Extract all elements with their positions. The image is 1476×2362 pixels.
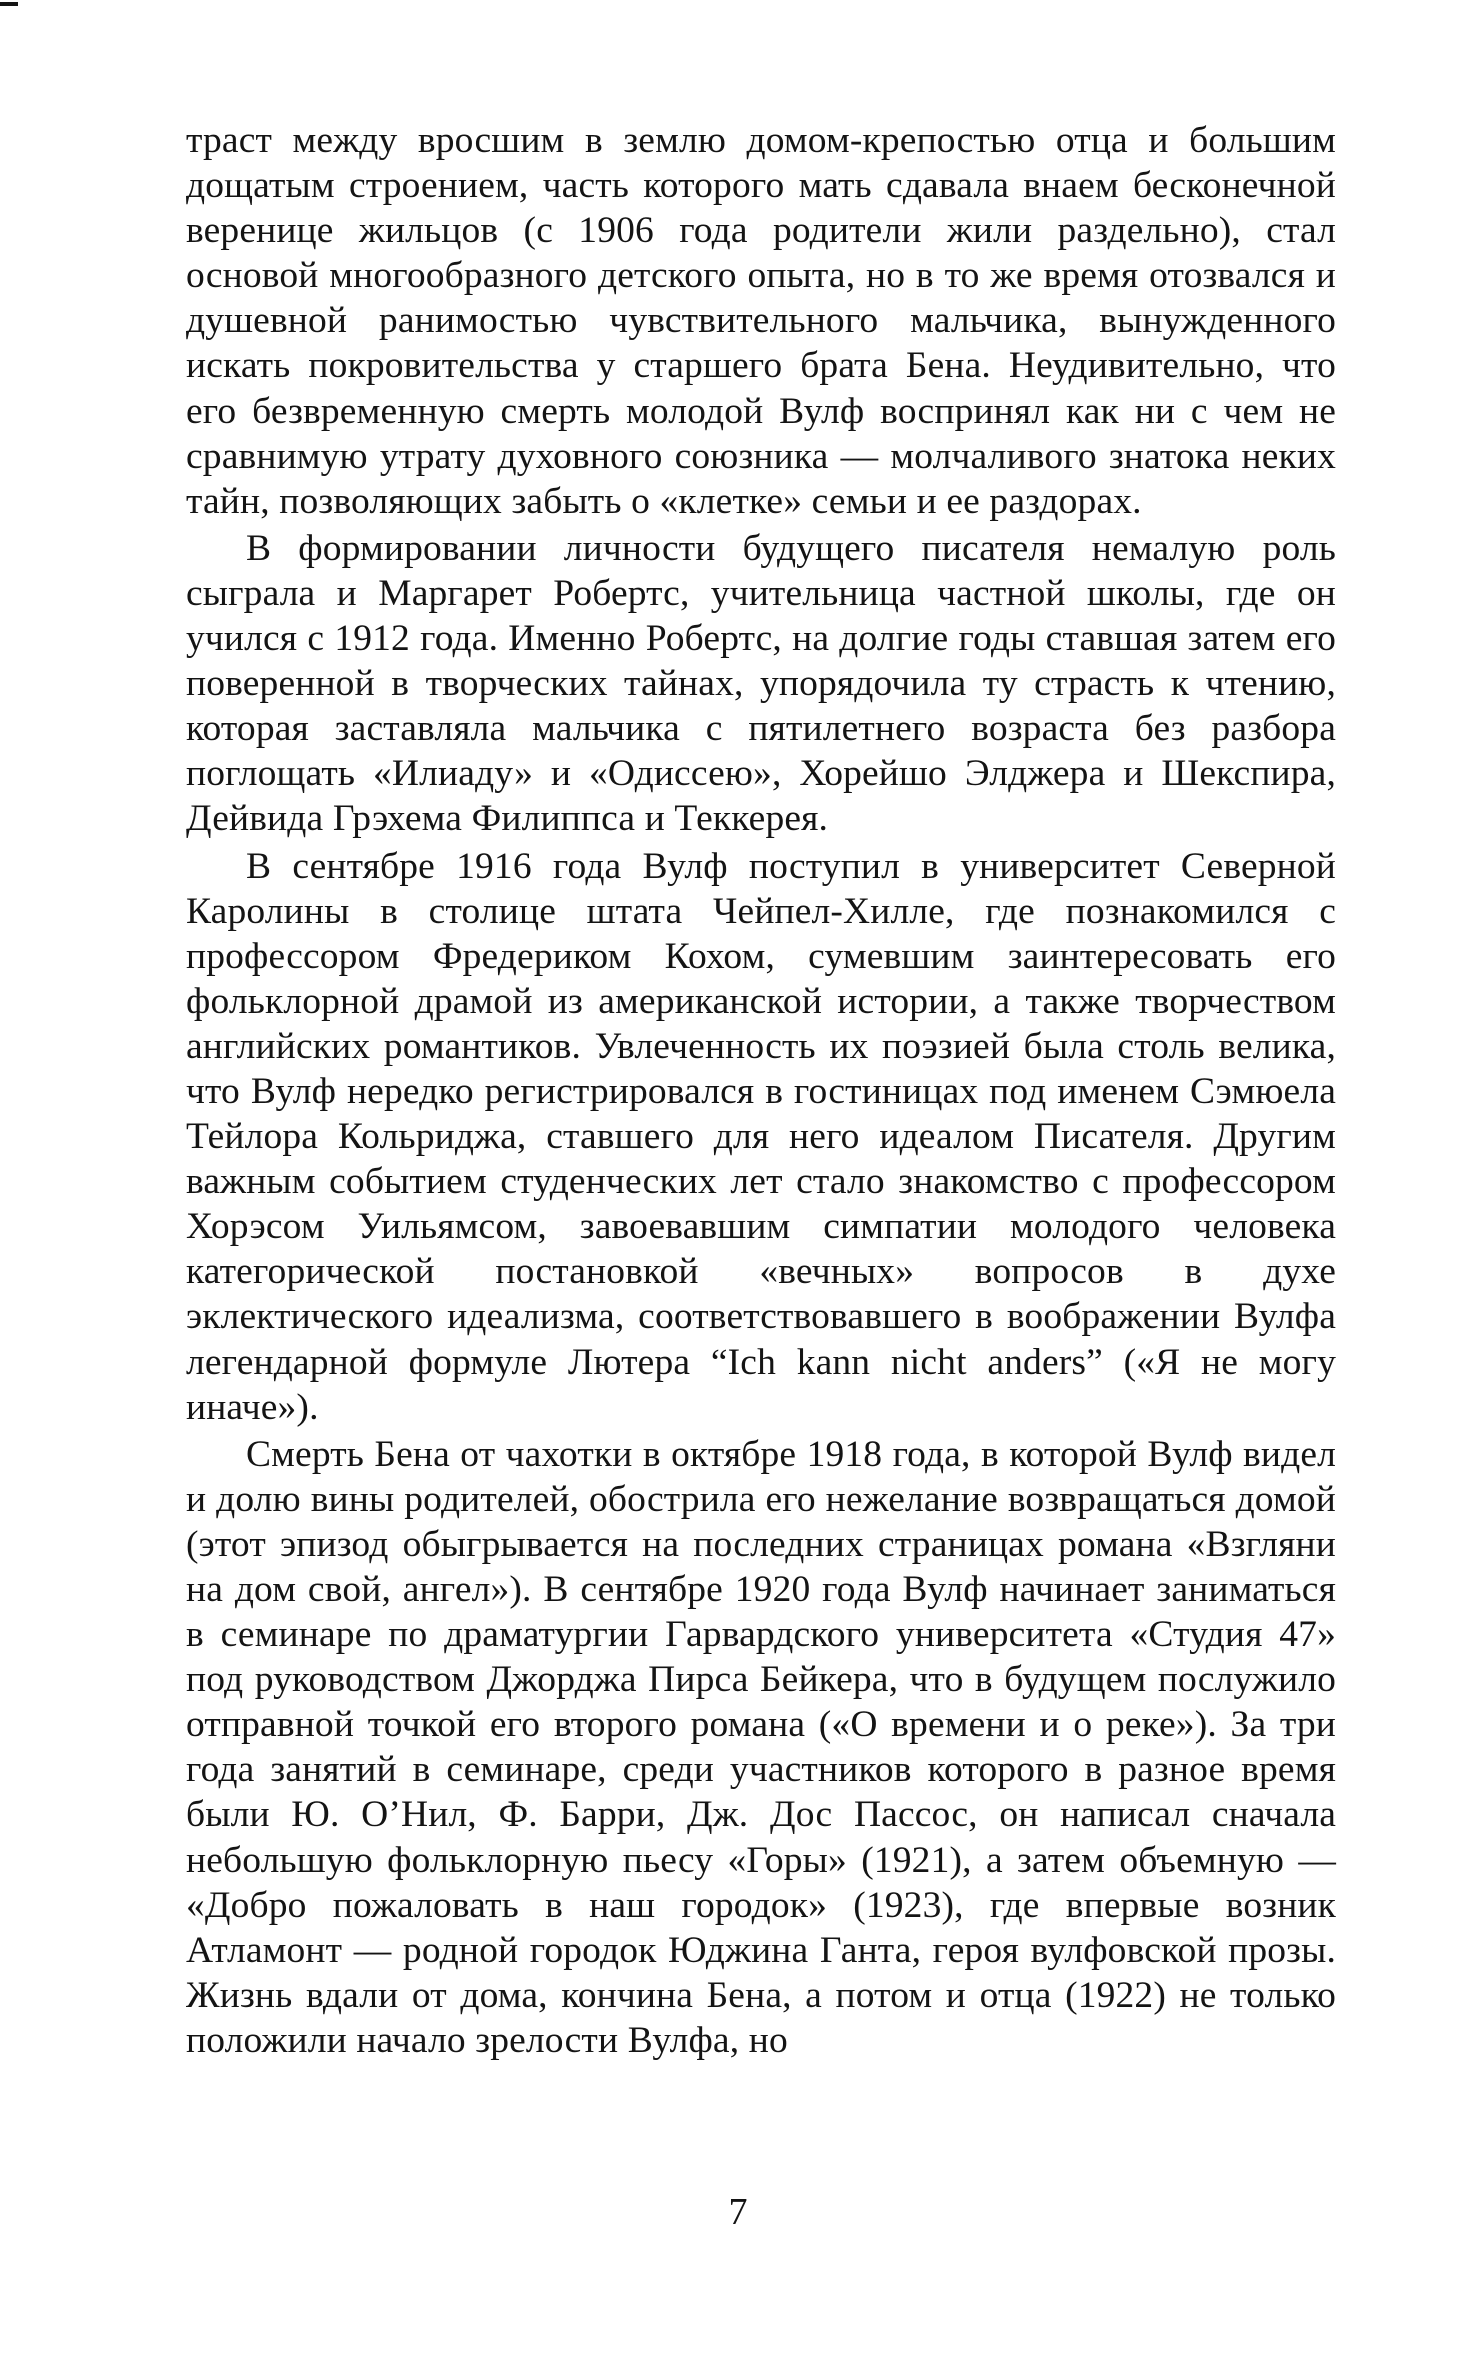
paragraph-roberts: В формировании личности будущего писателя немалую роль сыграла и Маргарет Робертс, учительница частной школы, где он учился с 1912 года. Именно Робертс, на долгие годы ставшая затем его поверенной в творческих тайнах, упорядочила ту страсть к чтению, которая заставляла мальчика с пятилетнего возраста без разбора поглощать «Илиаду» и «Одиссею», Хорейшо Элджера и Шекспира, Дейвида Грэхема Филиппса и Теккерея.	[186, 527, 1336, 840]
scan-edge-mark	[0, 2, 18, 6]
page-number: 7	[728, 2191, 748, 2233]
paragraph-continued: траст между вросшим в землю домом-крепостью отца и большим дощатым строением, часть которого мать сдавала внаем бесконечной веренице жильцов (с 1906 года родители жили раздельно), стал основой многообразного детского опыта, но в то же время отозвался и душевной ранимостью чувствительного мальчика, вынужденного искать покровительства у старшего брата Бена. Неудивительно, что его безвременную смерть молодой Вулф воспринял как ни с чем не сравнимую утрату духовного союзника — молчаливого знатока неких тайн, позволяющих забыть о «клетке» семьи и ее раздорах.	[186, 120, 1336, 522]
page-body	[186, 118, 1336, 2063]
paragraph-university: В сентябре 1916 года Вулф поступил в университет Северной Каролины в столице штата Чейпел-Хилле, где познакомился с профессором Фредериком Кохом, сумевшим заинтересовать его фольклорной драмой из американской истории, а также творчеством английских романтиков. Увлеченность их поэзией была столь велика, что Вулф нередко регистрировался в гостиницах под именем Сэмюела Тейлора Кольриджа, ставшего для него идеалом Писателя. Другим важным событием студенческих лет стало знакомство с профессором Хорэсом Уильямсом, завоевавшим симпатии молодого человека категорической постановкой «вечных» вопросов в духе эклектического идеализма, соответствовавшего в воображении Вулфа легендарной формуле Лютера “Ich kann nicht anders” («Я не могу иначе»).	[186, 845, 1336, 1428]
paragraph-ben-death: Смерть Бена от чахотки в октябре 1918 года, в которой Вулф видел и долю вины родителей, обострила его нежелание возвращаться домой (этот эпизод обыгрывается на последних страницах романа «Взгляни на дом свой, ангел»). В сентябре 1920 года Вулф начинает заниматься в семинаре по драматургии Гарвардского университета «Студия 47» под руководством Джорджа Пирса Бейкера, что в будущем послужило отправной точкой его второго романа («О времени и о реке»). За три года занятий в семинаре, среди участников которого в разное время были Ю. О’Нил, Ф. Барри, Дж. Дос Пассос, он написал сначала небольшую фольклорную пьесу «Горы» (1921), а затем объемную — «Добро пожаловать в наш городок» (1923), где впервые возник Атламонт — родной городок Юджина Ганта, героя вулфовской прозы. Жизнь вдали от дома, кончина Бена, а потом и отца (1922) не только положили начало зрелости Вулфа, но	[186, 1433, 1336, 2061]
